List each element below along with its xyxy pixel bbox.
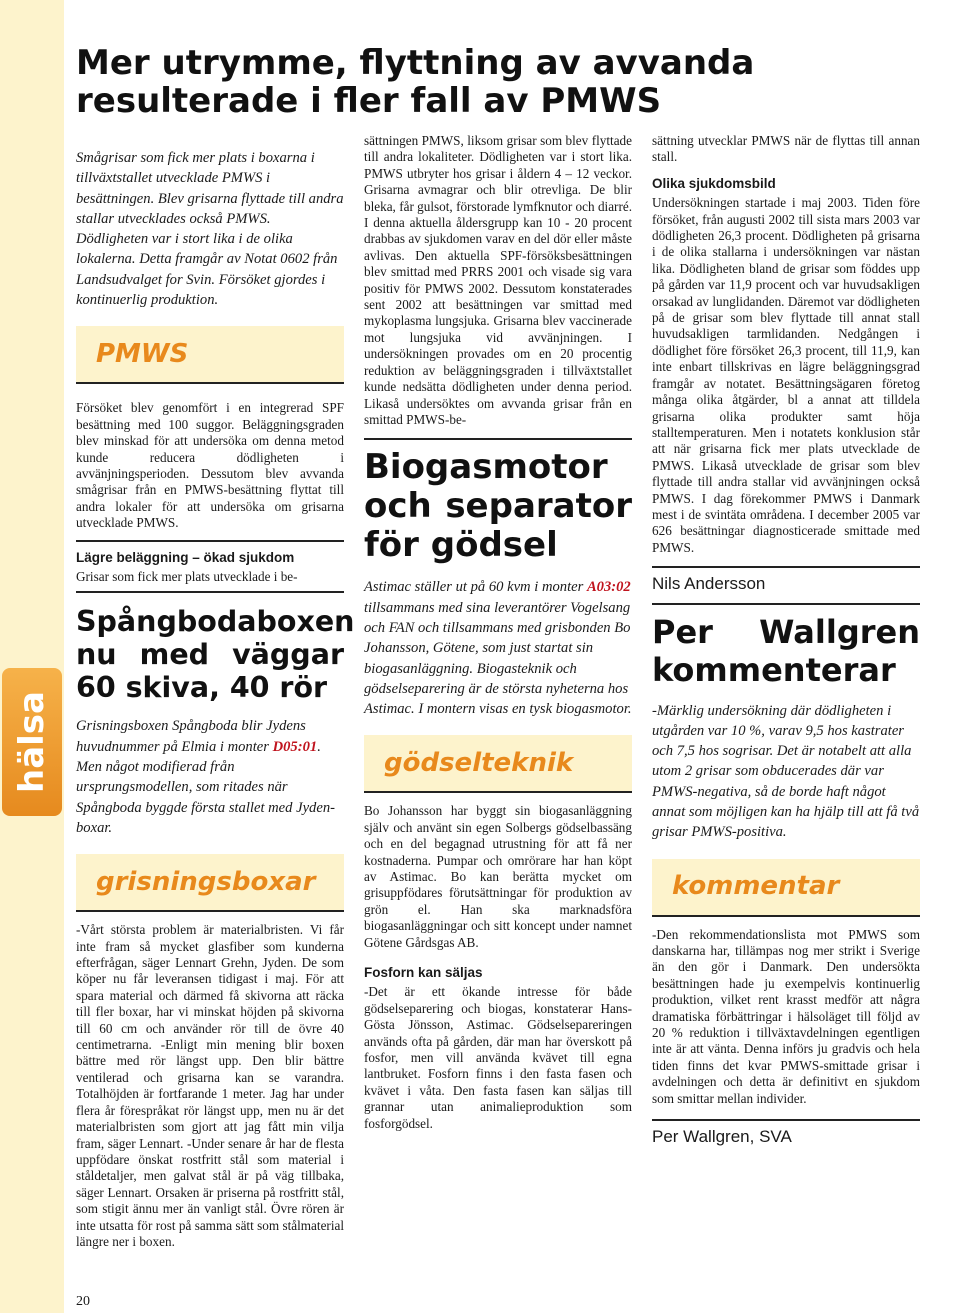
divider [652, 603, 920, 605]
divider [652, 1119, 920, 1121]
biogas-lead: Astimac ställer ut på 60 kvm i monter A03:02 tillsammans med sina leverantörer Vogelsang och FAN och tillsammans med grisbonden Bo Johansson, Götene, som just startat sin biogasanläggning. Biogasteknik och gödselseparering är de största nyheterna hos Astimac. I montern visas en tysk biogasmotor. [364, 579, 632, 718]
grisningsboxar-band [76, 854, 344, 912]
booth-code: D05:01 [272, 738, 318, 755]
pmws-body: Försöket blev genomfört i en integrerad SPF besättning med 100 suggor. Beläggningsgraden blev minskad för att undersöka om denna metod kunde reducera dödligheten i avvänjningsperioden. Dessutom blev avvanda smågrisar från en PMWS-besättning flyttat till andra lokaler för att undersöka om grisarna utvecklade PMWS. [76, 400, 344, 531]
sjukdomsbild-subhead: Olika sjukdomsbild [652, 175, 776, 191]
section-tab-label: hälsa [12, 691, 53, 793]
author-byline: Nils Andersson [652, 574, 766, 594]
divider [76, 591, 344, 593]
section-tab [2, 668, 62, 816]
pmws-body-end: sättning utvecklar PMWS när de flyttas till annan stall. [652, 133, 920, 165]
divider [364, 438, 632, 440]
grisningsboxar-band-label: grisningsboxar [96, 867, 316, 898]
kommentar-band [652, 859, 920, 917]
spangboda-body: -Vårt största problem är materialbristen. Vi får inte fram så mycket glasfiber som kunderna efterfrågan, säger Lennart Grehn, Jyden. De som köper nu får leveransen tidigast i maj. För att spara material och därmed få skivorna att räcka till fler boxar, har vi minskat höjden på skivorna till 60 cm och använder rör till de övre 40 centimetrarna. -Enligt min mening blir boxen bättre med rör längst upp. Den blir bättre ventilerad och grisarna kan se varandra. Totalhöjden är fortfarande 1 meter. Jag har under flera år förespråkat rör längst upp, men nu är det materialbristen som gjort att jag fått min vilja fram, säger Lennart. -Under senare år har de flesta uppfödare önskat rostfritt stål som material i ståldetaljer, men galvat stål är på väg tillbaka, säger Lennart. Orsaken är priserna på rostfritt stål, som stigit ännu mer än vanligt stål. Övre rören är inte utsatta för rost på samma sätt som stålmaterial längre ner i boxen. [76, 922, 344, 1249]
booth-code: A03:02 [586, 579, 631, 596]
fosfor-body: -Det är ett ökande intresse för både gödselseparering och biogas, konstaterar Hans-Gösta Jönsson, Astimac. Gödselsepareringen används ofta på gården, där man har överskott på fosfor, men vill använda kvävet till egna lantbruket. Fosforn finns i den fasta fasen och kvävet i våta. Den fasta fasen kan säljas till grannar utan animalieproduktion som fosforgödsel. [364, 984, 632, 1131]
main-title: Mer utrymme, flyttning av avvanda resulterade i fler fall av PMWS [76, 43, 755, 121]
divider [76, 540, 344, 542]
column-3 [652, 133, 920, 1146]
godselteknik-band-label: gödselteknik [384, 748, 574, 779]
comment-byline: Per Wallgren, SVA [652, 1127, 792, 1147]
column-2 [364, 133, 632, 1132]
wallgren-lead: -Märklig undersökning där dödligheten i utgården var 10 %, varav 9,5 hos kastrater och 7,5 hos sogrisar. Det är notabelt att alla utom 2 grisar som obducerades där var PMWS-negativa, så de borde haft något annat som möjligen kan ha hjälp till att få två grisar PMWS-positiva. [652, 702, 920, 841]
spangboda-headline: Spångbodaboxen nu med väggar 60 skiva, 40 rör [76, 605, 355, 705]
wallgren-headline: Per Wallgren kommenterar [652, 612, 920, 689]
left-stripe [0, 0, 64, 1313]
divider [652, 566, 920, 568]
godselteknik-band [364, 735, 632, 793]
spangboda-lead: Grisningsboxen Spångboda blir Jydens huvudnummer på Elmia i monter D05:01. Men något modifierad från ursprungsmodellen, som ritades när Spångboda byggde första stallet med Jyden-boxar. [76, 718, 335, 836]
column-1 [76, 148, 355, 1250]
kommentar-band-label: kommentar [672, 871, 840, 902]
pmws-band-label: PMWS [96, 339, 189, 370]
pmws-band [76, 326, 344, 384]
biogas-headline: Biogasmotor och separator för gödsel [364, 447, 632, 566]
pmws-tail: Grisar som fick mer plats utvecklade i be- [76, 569, 298, 585]
sjukdomsbild-body: Undersökningen startade i maj 2003. Tiden före försöket, från augusti 2002 till sista mars 2003 var dödligheten 26,3 procent. Dödligheten på grisarna i de olika stallarna i undersökningen var nästan lika. Dödligheten bland de grisar som föddes upp på gården var 11,9 procent och var huvudsakligen orsakad av lunglidanden. Däremot var dödligheten på de grisar som blev flyttade till annat stall huvudsakligen tarmlidanden. Nedgången i dödlighet före försöket 26,3 procent, till 11,9, kan inte enbart tillskrivas en lägre beläggningsgrad framgår av notatet. Besättningsägaren företog många olika åtgärder, bl a annat att tilldela grisarna olika produkter samt höja stalltemperaturen. Men i notatets konklusion står att när grisarna fick mer plats utvecklade de PMWS. Likaså utvecklade de grisar som blev flyttade till andra stallar vid avvänjningen också PMWS. I dag förekommer PMWS i Danmark mest i de svintäta områdena. I december 2005 var 626 besättningar diagnosticerade smittade med PMWS. [652, 195, 920, 555]
biogas-body: Bo Johansson har byggt sin biogasanläggning själv och använt sin egen Solbergs gödselbassäng och en del begagnad utrustning för att få ner kostnaderna. Pumpar och omrörare har han köpt av Astimac. Bo kan berätta mycket om grisuppfödares förutsättningar för produktion av grön el. Han ska marknadsföra biogasanläggningar och sitt koncept under namnet Götene Gårdsgas AB. [364, 803, 632, 950]
page-number: 20 [76, 1294, 90, 1309]
intro-lead: Smågrisar som fick mer plats i boxarna i tillväxtstallet utvecklade PMWS i besättningen. Blev grisarna flyttade till andra stallar utvecklades också PMWS. Dödligheten var i stort lika i de olika lokalerna. Detta framgår av Notat 0602 från Landsudvalget for Svin. Försöket gjordes i kontinuerlig produktion. [76, 150, 344, 309]
fosfor-subhead: Fosforn kan säljas [364, 965, 483, 981]
pmws-body-cont: sättningen PMWS, liksom grisar som blev flyttade till andra lokaliteter. Dödligheten var i stort lika. PMWS utbryter hos grisar i åldern 4 – 12 veckor. Grisarna avmagrar och blir otrevliga. De blir bleka, får gulsot, förstorade lymfknutor och diarré. I denna aktuella åldersgrupp kan 10 - 20 procent drabbas av sjukdomen varav en del dör eller måste avlivas. Den aktuella SPF-försöksbesättningen blev smittad med PRRS 2001 och visade sig vara positiv för PMWS 2002. Dessutom konstaterades sent 2002 att besättningen var smittad med mykoplasma lungsjuka. Grisarna blev vaccinerade mot lungsjuka vid avvänjningen. I undersökningen provades om en 20 procentig reduktion av beläggningsgraden i tillväxtstallet kunde nedsätta dödligheten under denna period. Likaså undersöktes om avvanda grisar från en smittad PMWS-be- [364, 133, 632, 427]
pmws-subhead: Lägre beläggning – ökad sjukdom [76, 549, 295, 565]
kommentar-body: -Den rekommendationslista mot PMWS som danskarna har, tillämpas nog mer strikt i Sverige än den gör i Danmark. Den undersökta besättningen hade ju exempelvis kontinuerlig produktion, vilket rent krasst medför att några dramatiska förbättringar i hälsoläget till följd av 20 % reduktion i tillväxtavdelningen egentligen inte är att vänta. Denna införs ju gradvis och hela tiden finns det kvar PMWS-smittade grisar i avdelningen och detta är definitivt en sjukdom som smittar mellan individer. [652, 926, 920, 1106]
